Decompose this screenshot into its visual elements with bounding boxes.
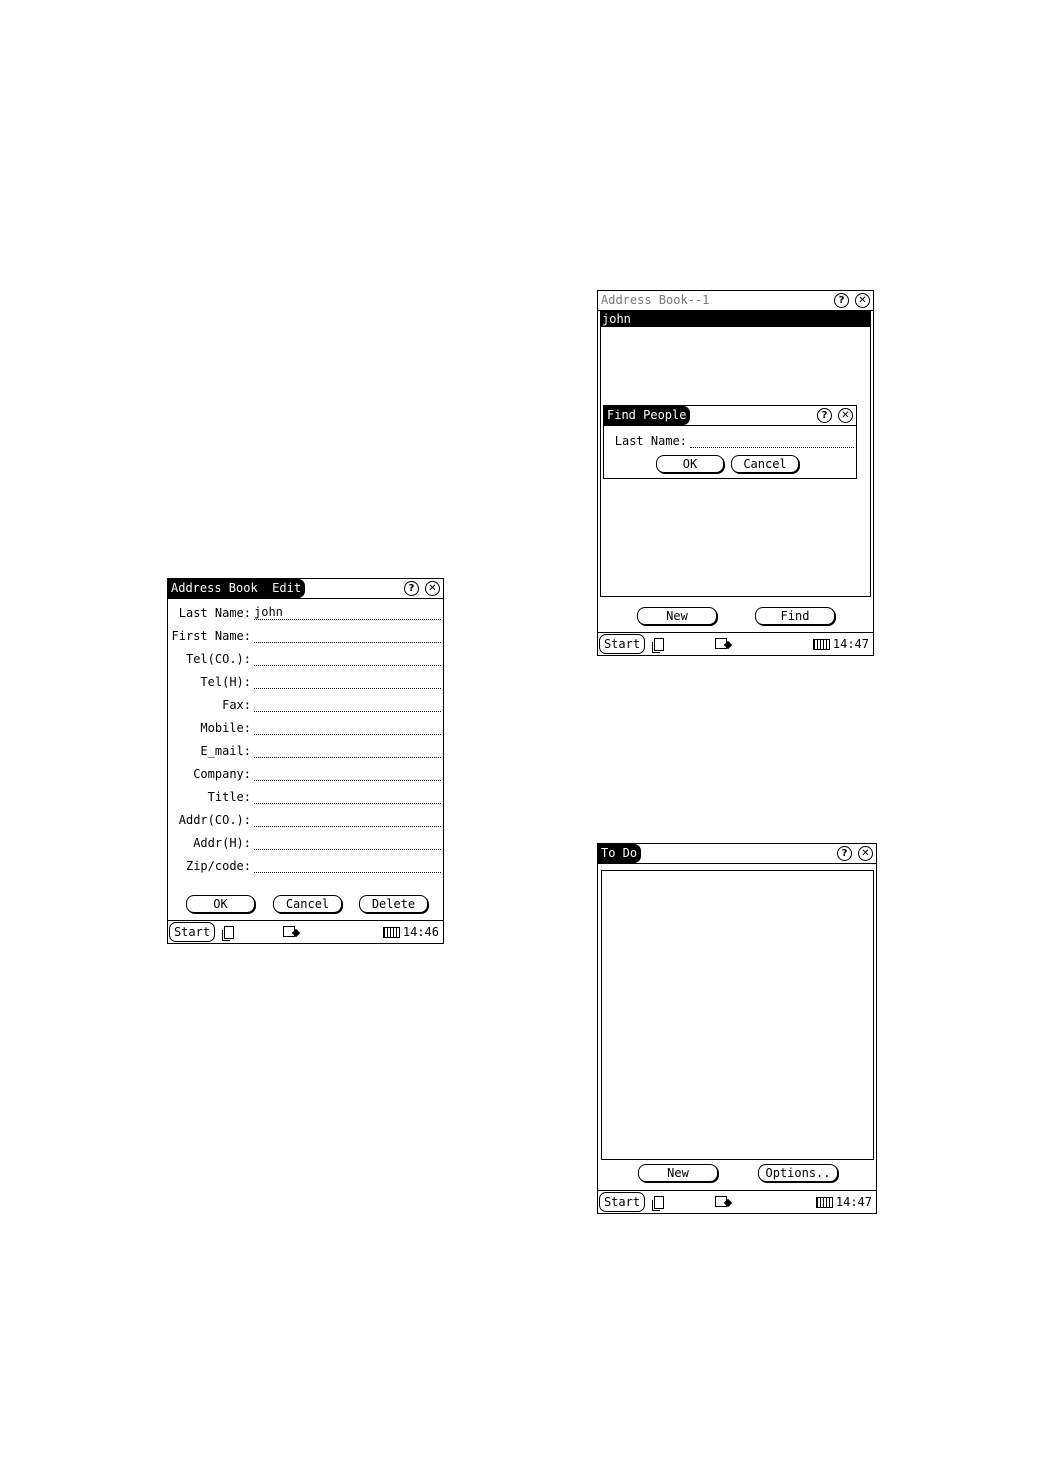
clock [816, 1194, 872, 1210]
todo-list[interactable] [601, 870, 874, 1160]
documents-icon[interactable] [224, 926, 234, 941]
pen-input-icon[interactable] [283, 926, 295, 939]
field-addr-co [168, 810, 443, 830]
field-company [168, 764, 443, 784]
field-last-name [168, 603, 443, 623]
dialog-title: Find People [604, 406, 690, 425]
tel-h-input[interactable] [254, 674, 441, 689]
close-icon[interactable]: ✕ [425, 581, 440, 596]
title-bar [598, 844, 876, 864]
clock [383, 924, 439, 940]
addr-h-input[interactable] [254, 835, 441, 850]
help-icon[interactable]: ? [834, 293, 849, 308]
start-button[interactable]: Start [169, 922, 215, 942]
field-tel-co [168, 649, 443, 669]
help-icon[interactable]: ? [404, 581, 419, 596]
find-field-label: Last Name: [614, 434, 687, 448]
find-ok-button[interactable]: OK [656, 455, 724, 473]
pen-input-icon[interactable] [715, 638, 727, 651]
options-button[interactable]: Options.. [758, 1164, 838, 1182]
clock-time: 14:47 [835, 1195, 872, 1209]
taskbar [598, 1190, 876, 1213]
field-email [168, 741, 443, 761]
taskbar [598, 632, 873, 655]
close-icon[interactable]: ✕ [858, 846, 873, 861]
field-label: Tel(H): [200, 675, 251, 689]
find-people-dialog [603, 405, 857, 479]
field-fax [168, 695, 443, 715]
field-label: Last Name: [178, 606, 251, 620]
window-title: Address Book--1 [598, 291, 713, 310]
field-addr-h [168, 833, 443, 853]
tel-co-input[interactable] [254, 651, 441, 666]
pen-input-icon[interactable] [715, 1196, 727, 1209]
field-label: E_mail: [200, 744, 251, 758]
field-label: Zip/code: [185, 859, 251, 873]
field-mobile [168, 718, 443, 738]
field-title [168, 787, 443, 807]
title-input[interactable] [254, 789, 441, 804]
clock [813, 636, 869, 652]
find-cancel-button[interactable]: Cancel [731, 455, 799, 473]
field-label: Fax: [222, 698, 251, 712]
find-button[interactable]: Find [755, 607, 835, 625]
mobile-input[interactable] [254, 720, 441, 735]
keyboard-icon[interactable] [813, 639, 830, 650]
zip-code-input[interactable] [254, 858, 441, 873]
delete-button[interactable]: Delete [359, 895, 428, 913]
start-button[interactable]: Start [599, 1192, 645, 1212]
todo-window [597, 843, 877, 1214]
window-title: To Do [598, 844, 641, 863]
clock-time: 14:46 [402, 925, 439, 939]
taskbar [168, 920, 443, 943]
first-name-input[interactable] [254, 628, 441, 643]
keyboard-icon[interactable] [383, 927, 400, 938]
address-list-window [597, 290, 874, 656]
find-last-name-row [604, 431, 856, 451]
field-label: First Name: [171, 629, 251, 643]
close-icon[interactable]: ✕ [855, 293, 870, 308]
keyboard-icon[interactable] [816, 1197, 833, 1208]
find-last-name-input[interactable] [690, 433, 854, 448]
help-icon[interactable]: ? [817, 408, 832, 423]
cancel-button[interactable]: Cancel [273, 895, 342, 913]
last-name-input[interactable]: john [254, 605, 441, 620]
field-tel-h [168, 672, 443, 692]
title-bar [598, 291, 873, 311]
field-first-name [168, 626, 443, 646]
new-button[interactable]: New [638, 1164, 718, 1182]
field-label: Addr(CO.): [178, 813, 251, 827]
field-zip-code [168, 856, 443, 876]
close-icon[interactable]: ✕ [838, 408, 853, 423]
window-title: Address Book Edit [168, 579, 305, 598]
ok-button[interactable]: OK [186, 895, 255, 913]
title-bar [168, 579, 443, 599]
field-label: Mobile: [200, 721, 251, 735]
help-icon[interactable]: ? [837, 846, 852, 861]
field-label: Title: [207, 790, 251, 804]
documents-icon[interactable] [654, 1196, 664, 1211]
clock-time: 14:47 [832, 637, 869, 651]
list-item[interactable]: john [601, 312, 870, 327]
address-edit-window [167, 578, 444, 944]
fax-input[interactable] [254, 697, 441, 712]
field-label: Tel(CO.): [185, 652, 251, 666]
company-input[interactable] [254, 766, 441, 781]
addr-co-input[interactable] [254, 812, 441, 827]
new-button[interactable]: New [637, 607, 717, 625]
dialog-title-bar [604, 406, 856, 426]
field-label: Company: [193, 767, 251, 781]
field-label: Addr(H): [193, 836, 251, 850]
start-button[interactable]: Start [599, 634, 645, 654]
email-input[interactable] [254, 743, 441, 758]
documents-icon[interactable] [654, 638, 664, 653]
